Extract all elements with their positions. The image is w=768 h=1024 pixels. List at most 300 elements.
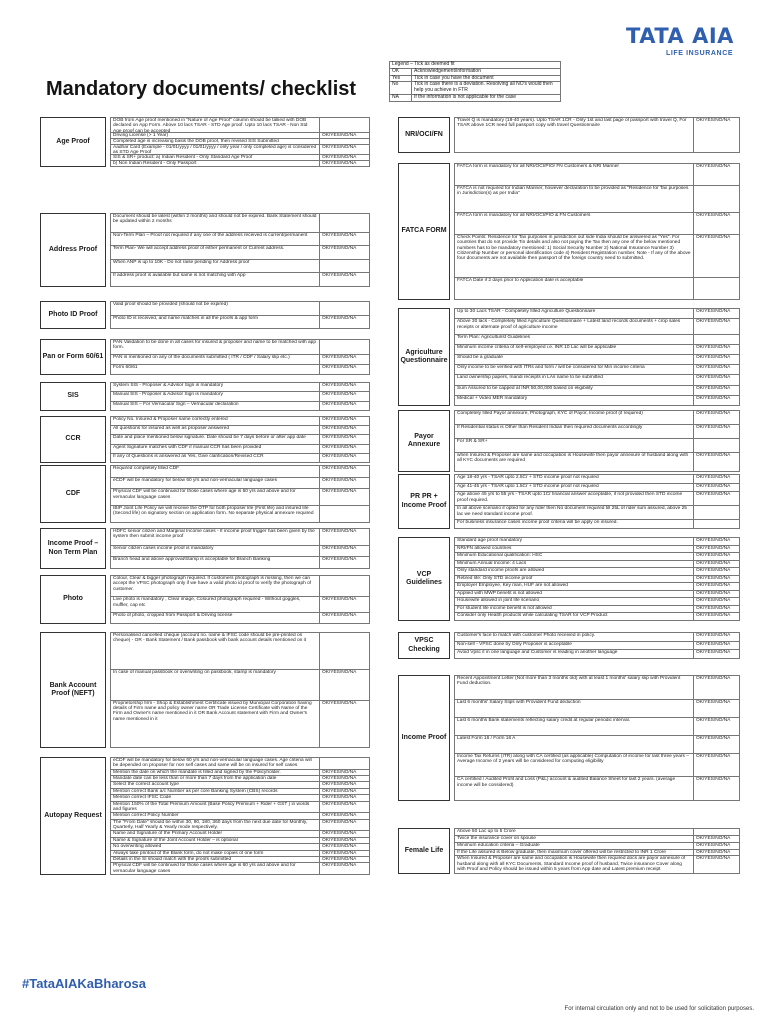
checklist-row	[454, 642, 740, 651]
row-options[interactable]: OK/YES/NO/NA	[693, 850, 739, 856]
row-text: Retired life: Only STD income proof	[457, 575, 533, 581]
row-text: Mention correct Bank a/c Number as per core Banking System (CBS) records	[113, 788, 278, 794]
checklist-row	[454, 319, 740, 335]
section-nri-oci-fn	[398, 117, 740, 153]
row-text: The "From Date" should be within 30, 90, 180, 360 days from the next due date for Monthly, Quarterly, Half Yearly & Yearly mode respectively.	[113, 819, 308, 831]
checklist-row	[110, 701, 370, 748]
checklist-row	[454, 576, 740, 584]
row-text: No overwriting allowed	[113, 844, 162, 850]
row-options[interactable]	[319, 758, 369, 769]
row-options[interactable]: OK/YES/NO/NA	[693, 484, 739, 492]
row-options[interactable]: OK/YES/NO/NA	[693, 546, 739, 553]
row-options[interactable]: OK/YES/NO/NA	[319, 613, 369, 623]
checklist-row	[110, 246, 370, 260]
row-options[interactable]: OK/YES/NO/NA	[693, 538, 739, 545]
row-options[interactable]	[319, 633, 369, 669]
checklist-row	[110, 863, 370, 875]
row-options[interactable]: OK/YES/NO/NA	[319, 273, 369, 286]
row-options[interactable]: OK/YES/NO/NA	[319, 478, 369, 489]
section-label: Income Proof	[398, 675, 450, 801]
row-text: If the Life assured is Below graduate, then maximum cover offered will be restricted to INR 1 Crore	[457, 849, 666, 855]
row-text: eCDF will be mandatory for below 60 yrs and non-vernacular language cases	[113, 477, 277, 483]
row-options[interactable]: OK/YES/NO/NA	[319, 133, 369, 138]
legend-row	[389, 94, 561, 102]
checklist-row	[110, 426, 370, 435]
row-text: Above 50 Lac up to 5 Crore	[457, 829, 516, 834]
row-options[interactable]: OK/YES/NO/NA	[693, 613, 739, 620]
row-options[interactable]: OK/YES/NO/NA	[319, 851, 369, 856]
legend-key: Yes	[390, 76, 412, 82]
checklist-table	[110, 528, 370, 569]
row-options[interactable]: OK/YES/NO/NA	[693, 375, 739, 384]
row-text: Live photo is mandatory , Clear image, Coloured photograph required - Without goggles, muffler, cap etc	[113, 597, 301, 608]
row-text: Mandate date can be less than or more than 7 days from the application date	[113, 776, 277, 782]
row-options[interactable]: OK/YES/NO/NA	[693, 700, 739, 717]
checklist-row	[110, 576, 370, 597]
row-options[interactable]: OK/YES/NO/NA	[693, 676, 739, 699]
checklist-row	[454, 856, 740, 874]
row-options[interactable]: OK/YES/NO/NA	[693, 492, 739, 505]
row-options[interactable]: OK/YES/NO/NA	[693, 396, 739, 405]
row-text: Completed age is increasing basis the DOB proof, then revised SIS Submitted	[113, 139, 279, 144]
row-text: Last 6 months Bank statements reflecting salary credit at regular periodic interval.	[457, 717, 631, 723]
checklist-table	[454, 537, 740, 621]
row-text: CA certified / Audited Profit and Loss (P&L) account & audited Balance Sheet for last 2 years. (average income will be considered)	[457, 777, 676, 788]
row-options[interactable]: OK/YES/NO/NA	[319, 789, 369, 794]
row-text: Name and Signature of the Primary Account Holder	[113, 831, 223, 837]
checklist-row	[110, 758, 370, 770]
row-text: For student life income benefit is not allowed	[457, 605, 552, 611]
section-bank-account-proof-neft	[40, 632, 370, 748]
checklist-row	[110, 466, 370, 478]
row-text: Mention correct IFSC Code	[113, 795, 172, 801]
row-options[interactable]	[693, 278, 739, 299]
row-options[interactable]: OK/YES/NO/NA	[319, 383, 369, 391]
row-options[interactable]: OK/YES/NO/NA	[319, 795, 369, 800]
row-text: Minimum education criteria – Graduate	[457, 842, 540, 848]
row-text: Housewife allowed in joint life scenario	[457, 598, 540, 604]
row-options[interactable]: OK/YES/NO/NA	[319, 670, 369, 700]
row-text: FATCA Date if 2 days prior to Application date is acceptable	[457, 278, 584, 284]
section-cdf	[40, 465, 370, 523]
checklist-row	[454, 606, 740, 614]
row-options[interactable]: OK/YES/NO/NA	[693, 345, 739, 354]
row-text: In all above scenario if opted for any rider then No document required till 25L of rider sum assured, above 25 lac we need standard income proof.	[457, 506, 687, 517]
checklist-table	[110, 213, 370, 287]
row-options[interactable]: OK/YES/NO/NA	[693, 475, 739, 483]
row-text: In case of manual passbook or overwriting on passbook, stamp is mandatory	[113, 669, 276, 675]
checklist-table	[110, 757, 370, 875]
checklist-table	[110, 465, 370, 523]
checklist-row	[454, 538, 740, 546]
row-options[interactable]: OK/YES/NO/NA	[693, 606, 739, 613]
row-options[interactable]: OK/YES/NO/NA	[319, 246, 369, 259]
section-ccr	[40, 416, 370, 463]
row-options[interactable]: OK/YES/NO/NA	[319, 426, 369, 434]
checklist-table	[110, 301, 370, 329]
row-text: PAN Validation to be done in all cases for insured & proposer and name to be matched with app form.	[113, 340, 317, 351]
row-options[interactable]	[319, 214, 369, 232]
row-options[interactable]: OK/YES/NO/NA	[319, 435, 369, 443]
section-address-proof	[40, 213, 370, 287]
row-text: Mention 150% of the Total Premium Amount (Base Policy Premium + Rider + GST ) in words and figures	[113, 801, 310, 813]
section-label: Address Proof	[40, 213, 106, 287]
row-text: Proprietorship firm - Shop & Establishment Certificate issued by Municipal Corporation having details of Firm name and policy owner name OR Trade License Certificate with Name of the Firm and Owner's name mentioned in it OR Bank Account statement with Firm and Owner's name mentioned in it	[113, 700, 312, 722]
row-options[interactable]: OK/YES/NO/NA	[693, 642, 739, 650]
section-label: Income Proof – Non Term Plan	[40, 528, 106, 569]
row-text: Age 18-40 yrs - TSAR upto 2.5Cr + STD income proof not required	[457, 475, 599, 480]
row-text: Check Points: Residence for Tax purposes in jurisdiction out side India should be answered as "Yes". For countries that do not provide Tin details and also not paying the Tax then any one of the below mentioned numbers has to be mandatory mentioned: 1) Social Security Number 2) National Insurance Number 3) Citizenship Number or personal identification code 4) Resident Registration number. Note - If any of the above four documents are not available then passport of the foreign country need to submitted.	[457, 234, 691, 262]
checklist-row	[454, 506, 740, 520]
row-options[interactable]: OK/YES/NO/NA	[319, 597, 369, 612]
row-options[interactable]	[319, 118, 369, 132]
row-text: Mention the date on which the mandate is filled and signed by the Policyholder.	[113, 769, 281, 775]
row-options[interactable]: OK/YES/NO/NA	[693, 718, 739, 735]
row-text: Term Plan- We will accept address proof of either permanent or Current address.	[113, 246, 285, 252]
checklist-row	[110, 340, 370, 355]
checklist-row	[454, 386, 740, 396]
checklist-table	[454, 410, 740, 472]
row-text: Physical CDF will be continued for those cases where age is 60 yrs and above and for vernacular language cases	[113, 863, 296, 874]
legend-value: Tick in case there is a deviation. Resolving all NO's would then help you achieve in FTR	[414, 81, 553, 94]
row-text: Driving License (> 1 Year)	[113, 133, 169, 139]
checklist-row	[454, 754, 740, 778]
row-options[interactable]: OK/YES/NO/NA	[319, 466, 369, 477]
row-options[interactable]: OK/YES/NO/NA	[693, 118, 739, 152]
row-text: FATCA form is mandatory for all NRI/OCI/PIO/ FN Customers & NRI Mariner	[457, 164, 619, 169]
row-options[interactable]: OK/YES/NO/NA	[693, 386, 739, 395]
checklist-row	[454, 396, 740, 406]
section-label: CCR	[40, 416, 106, 463]
row-text: If address proof is available but same is not matching with App	[113, 273, 246, 279]
row-options[interactable]: OK/YES/NO/NA	[319, 155, 369, 160]
checklist-row	[110, 489, 370, 506]
row-text: Required completely filled CDF	[113, 466, 180, 471]
checklist-row	[454, 164, 740, 186]
row-options[interactable]: OK/YES/NO/NA	[693, 836, 739, 842]
checklist-row	[454, 583, 740, 591]
row-options[interactable]: OK/YES/NO/NA	[319, 857, 369, 862]
section-label: Female Life	[398, 828, 450, 874]
row-text: Colour, Clear & bigger photograph required. If customers photograph is missing, then we can accept the VPSC photograph only if we have a valid photo id proof to verify the photograph of customer.	[113, 576, 312, 592]
checklist-row	[110, 820, 370, 832]
row-options[interactable]	[693, 439, 739, 452]
checklist-row	[454, 309, 740, 319]
row-options[interactable]	[319, 506, 369, 522]
row-text: when Insured & Proposer are same and occupation is Housewife then payor annexure of husband along with all KYC documents are required	[457, 452, 689, 464]
row-options[interactable]: OK/YES/NO/NA	[693, 425, 739, 438]
checklist-row	[454, 475, 740, 484]
row-options[interactable]: OK/YES/NO/NA	[319, 838, 369, 843]
row-text: Senior citizen cases income proof is mandatory	[113, 545, 214, 551]
checklist-table	[454, 675, 740, 801]
row-options[interactable]: OK/YES/NO/NA	[693, 576, 739, 583]
row-options[interactable]: OK/YES/NO/NA	[319, 402, 369, 410]
row-options[interactable]	[693, 506, 739, 519]
row-options[interactable]: OK/YES/NO/NA	[319, 145, 369, 155]
checklist-row	[110, 402, 370, 411]
checklist-row	[110, 435, 370, 444]
row-text: FATCA form is mandatory for all NRI/OCI/PIO & FN Customers	[457, 213, 591, 218]
row-text: Photo ID is received, and name matches in all the proofs & app form	[113, 315, 259, 321]
row-text: Latest Form 16 / Form 16 A	[457, 735, 516, 741]
row-text: System SIS - Proposer & Advisor Sign is mandatory	[113, 383, 224, 388]
row-text: Medical + Video MER mandatory	[457, 395, 528, 401]
row-text: Date and place mentioned below signature. Date should be 7 days before or after app date	[113, 435, 306, 441]
row-text: Land ownership papers, mandi receipts in LAs name to be submitted	[457, 375, 603, 381]
checklist-row	[454, 850, 740, 857]
section-income-proof	[398, 675, 740, 801]
row-options[interactable]: OK/YES/NO/NA	[319, 417, 369, 425]
section-label: Age Proof	[40, 117, 106, 167]
checklist-row	[454, 777, 740, 801]
row-text: For SR & SR+	[457, 438, 488, 444]
row-options[interactable]: OK/YES/NO/NA	[693, 453, 739, 471]
checklist-row	[110, 454, 370, 463]
row-text: Recent Appointment Letter (Not more than 3 months old) with at least 1 months' salary slip with Provident Fund deduction.	[457, 676, 681, 687]
checklist-row	[110, 557, 370, 569]
checklist-row	[454, 375, 740, 385]
row-options[interactable]: OK/YES/NO/NA	[319, 454, 369, 462]
checklist-row	[110, 214, 370, 233]
section-agriculture-questionnaire	[398, 308, 740, 406]
row-options[interactable]	[693, 520, 739, 528]
checklist-table	[454, 828, 740, 874]
row-text: Avoid Vpsc if in one language and Customer is reading in another language	[457, 650, 618, 656]
checklist-row	[454, 836, 740, 843]
legend-row	[389, 81, 561, 94]
row-text: All questions for insured as well as proposer answered	[113, 426, 229, 432]
checklist-row	[110, 802, 370, 814]
row-options[interactable]	[319, 260, 369, 273]
hashtag: #TataAIAKaBharosa	[22, 976, 147, 991]
checklist-row	[454, 598, 740, 606]
row-options[interactable]: OK/YES/NO/NA	[319, 365, 369, 374]
checklist-row	[454, 213, 740, 235]
checklist-row	[454, 365, 740, 375]
row-options[interactable]: OK/YES/NO/NA	[319, 316, 369, 329]
row-text: Above 30 lacs - Completely filled Agriculture Questionnaire + Latest land records documents + crop sales receipts or alternate proof of agriculture income	[457, 319, 681, 330]
row-options[interactable]: OK/YES/NO/NA	[319, 782, 369, 787]
legend-value: Acknowledgement/information	[414, 67, 481, 74]
checklist-row	[454, 186, 740, 213]
checklist-table	[110, 117, 370, 167]
row-options[interactable]: OK/YES/NO/NA	[319, 831, 369, 836]
row-options[interactable]: OK/YES/NO/NA	[319, 813, 369, 818]
checklist-row	[454, 355, 740, 365]
checklist-row	[454, 650, 740, 659]
row-options[interactable]: OK/YES/NO/NA	[693, 843, 739, 849]
row-options[interactable]	[319, 576, 369, 596]
checklist-row	[454, 561, 740, 569]
checklist-row	[454, 676, 740, 700]
row-options[interactable]: OK/YES/NO/NA	[693, 213, 739, 234]
legend	[389, 61, 561, 102]
brand-subtitle: LIFE INSURANCE	[666, 50, 734, 57]
checklist-row	[454, 568, 740, 576]
checklist-table	[454, 163, 740, 300]
row-options[interactable]: OK/YES/NO/NA	[693, 777, 739, 800]
checklist-row	[110, 529, 370, 546]
row-text: Select the correct account type	[113, 782, 179, 788]
row-options[interactable]	[319, 302, 369, 315]
row-options[interactable]: OK/YES/NO/NA	[693, 553, 739, 560]
row-options[interactable]	[319, 340, 369, 354]
section-label: Pan or Form 60/61	[40, 339, 106, 375]
row-options[interactable]: OK/YES/NO/NA	[693, 164, 739, 185]
row-text: Mention correct Policy Number	[113, 813, 179, 819]
checklist-row	[454, 613, 740, 621]
checklist-table	[454, 117, 740, 153]
checklist-row	[454, 345, 740, 355]
row-options[interactable]: OK/YES/NO/NA	[693, 365, 739, 374]
row-text: Income Tax Returns (ITR) along with CA certified (as applicable) Computation of income for last three years – Average Income of 2 years will be considered for computing eligibility	[457, 753, 689, 765]
checklist-row	[454, 718, 740, 736]
section-label: VPSC Checking	[398, 632, 450, 659]
row-options[interactable]: OK/YES/NO/NA	[693, 568, 739, 575]
legend-value: If the information is not applicable for the case	[414, 93, 517, 100]
checklist-row	[110, 365, 370, 375]
row-text: For business insurance cases income proof criteria will be apply on insured.	[457, 520, 618, 526]
row-text: Minimum Annual Income: 4 Lacs	[457, 560, 527, 566]
checklist-row	[110, 506, 370, 523]
row-options[interactable]: OK/YES/NO/NA	[693, 309, 739, 318]
row-options[interactable]: OK/YES/NO/NA	[319, 820, 369, 831]
row-options[interactable]: OK/YES/NO/NA	[319, 161, 369, 166]
checklist-table	[110, 339, 370, 375]
checklist-row	[110, 417, 370, 426]
checklist-table	[110, 632, 370, 748]
row-text: FATCA is not required for Indian Mariner, however declaration to be provided as "Residence for Tax purposes in Jurisdiction(s) as per India"	[457, 185, 689, 197]
checklist-row	[110, 478, 370, 490]
checklist-row	[110, 260, 370, 274]
row-options[interactable]: OK/YES/NO/NA	[693, 561, 739, 568]
row-options[interactable]: OK/YES/NO/NA	[693, 650, 739, 658]
row-options[interactable]: OK/YES/NO/NA	[693, 235, 739, 277]
row-text: eCDF will be mandatory for below 60 yrs and non-vernacular language cases. Age criteria will be depended on proposer for non self cases and same will be on insured for self cases	[113, 758, 312, 769]
row-options[interactable]	[319, 139, 369, 144]
row-text: Photo of photo, cropped from Passport & Driving license	[113, 613, 233, 619]
checklist-row	[110, 273, 370, 287]
row-options[interactable]: OK/YES/NO/NA	[319, 776, 369, 781]
row-options[interactable]	[693, 335, 739, 344]
row-text: Term Plan: Agriculturist Guidelines	[457, 334, 531, 340]
row-text: DOB from Age proof mentioned in "Nature of Age Proof" column should be tallied with DOB declared on App Form. Above 10 lacs TSAR - STD Age proof. Upto 10 lacs TSAR - Non Std Age proof can be accepted	[113, 118, 308, 133]
row-text: Aadhar Card (Example - 01/01/yyyy / 01/01/yyyy / only year / only completed age) is considered as STD Age Proof	[113, 144, 317, 155]
row-options[interactable]: OK/YES/NO/NA	[693, 736, 739, 753]
row-text: Customer's face to match with customer Photo received in policy.	[457, 633, 596, 638]
row-options[interactable]: OK/YES/NO/NA	[693, 754, 739, 777]
row-text: Branch head and above approval/Stamp is acceptable for Branch Banking	[113, 557, 271, 563]
row-options[interactable]: OK/YES/NO/NA	[319, 489, 369, 505]
row-options[interactable]: OK/YES/NO/NA	[693, 411, 739, 424]
section-label: NRI/OCI/FN	[398, 117, 450, 153]
row-text: Personalised cancelled cheque (account no. name & IFSC code should be pre-printed on cheque) - OR - Bank Statement / Bank passbook with bank account details mentioned on it	[113, 633, 307, 644]
legend-value: Tick in case you have the document	[414, 74, 494, 81]
row-text: Only standard income proofs are allowed	[457, 568, 545, 574]
row-options[interactable]: OK/YES/NO/NA	[319, 770, 369, 775]
checklist-row	[110, 302, 370, 316]
row-options[interactable]: OK/YES/NO/NA	[319, 863, 369, 874]
row-options[interactable]: OK/YES/NO/NA	[693, 856, 739, 873]
row-options[interactable]	[693, 829, 739, 835]
checklist-table	[454, 474, 740, 529]
row-text: When ANP is up to 10K - Do not raise pending for Address proof	[113, 259, 250, 265]
row-text: Only income to be verified with ITRs and form / will be considered for Min income criteria	[457, 365, 645, 371]
row-options[interactable]: OK/YES/NO/NA	[319, 701, 369, 747]
row-options[interactable]: OK/YES/NO/NA	[319, 529, 369, 545]
row-options[interactable]: OK/YES/NO/NA	[319, 355, 369, 364]
row-text: Twice the insurance cover on spouse	[457, 835, 536, 841]
checklist-row	[454, 118, 740, 153]
checklist-row	[454, 235, 740, 278]
row-text: Should be a graduate	[457, 355, 503, 361]
row-options[interactable]: OK/YES/NO/NA	[319, 844, 369, 849]
checklist-row	[454, 829, 740, 836]
legend-key: No	[390, 82, 412, 94]
row-text: Age 41-45 yrs - TSAR upto 1.5Cr + STD income proof not required	[457, 483, 599, 489]
brand-name: TATA AIA	[626, 24, 734, 48]
checklist-table	[110, 416, 370, 463]
row-text: Physical CDF will be continued for those cases where age is 60 yrs and above and for vernacular language cases	[113, 489, 296, 500]
row-options[interactable]: OK/YES/NO/NA	[319, 546, 369, 557]
section-female-life	[398, 828, 740, 874]
checklist-row	[454, 278, 740, 300]
row-text: Up to 30 Lacs TSAR - Completely filled Agriculture Questionnaire	[457, 309, 596, 314]
checklist-row	[454, 335, 740, 345]
row-options[interactable]: OK/YES/NO/NA	[693, 591, 739, 598]
checklist-row	[110, 445, 370, 454]
section-photo	[40, 575, 370, 624]
row-text: Minimum income criteria of self-employed i.e. INR 10 Lac will be applicable	[457, 344, 617, 350]
row-text: Minimum Educational qualification: HSC	[457, 553, 543, 559]
row-text: Details in the SI should match with the proofs submitted	[113, 856, 232, 862]
section-label: Bank Account Proof (NEFT)	[40, 632, 106, 748]
row-text: PAN is mentioned on any of the documents submitted ( ITR / CDF / Salary slip etc.)	[113, 355, 290, 361]
checklist-row	[454, 591, 740, 599]
brand-logo	[626, 24, 758, 64]
row-text: Consider only Health products while calculating TSAR for VCP Product	[457, 613, 608, 619]
row-options[interactable]: OK/YES/NO/NA	[693, 633, 739, 641]
row-text: Always take printout of the Blank form, do not make copies of one form	[113, 850, 264, 856]
checklist-row	[454, 843, 740, 850]
legend-heading: Legend – Tick as deemed fit	[389, 61, 561, 68]
checklist-row	[110, 118, 370, 133]
section-autopay-request	[40, 757, 370, 875]
row-options[interactable]: OK/YES/NO/NA	[693, 583, 739, 590]
checklist-row	[454, 546, 740, 554]
row-options[interactable]: OK/YES/NO/NA	[319, 392, 369, 400]
checklist-row	[454, 453, 740, 472]
legend-key: NA	[390, 95, 412, 101]
row-options[interactable]: OK/YES/NO/NA	[319, 557, 369, 568]
row-text: Document should be latest (within 2 months) and should not be expired. Bank Statement should be updated within 2 months	[113, 214, 317, 225]
checklist-row	[454, 736, 740, 754]
row-options[interactable]: OK/YES/NO/NA	[693, 355, 739, 364]
row-options[interactable]	[693, 186, 739, 212]
section-vpsc-checking	[398, 632, 740, 659]
section-fatca-form	[398, 163, 740, 300]
row-options[interactable]: OK/YES/NO/NA	[693, 598, 739, 605]
row-options[interactable]: OK/YES/NO/NA	[319, 802, 369, 813]
checklist-row	[110, 316, 370, 330]
section-pan-or-form-60-61	[40, 339, 370, 375]
row-options[interactable]: OK/YES/NO/NA	[319, 445, 369, 453]
row-options[interactable]: OK/YES/NO/NA	[693, 319, 739, 334]
checklist-row	[454, 520, 740, 529]
section-label: SIS	[40, 382, 106, 411]
row-options[interactable]: OK/YES/NO/NA	[319, 233, 369, 246]
